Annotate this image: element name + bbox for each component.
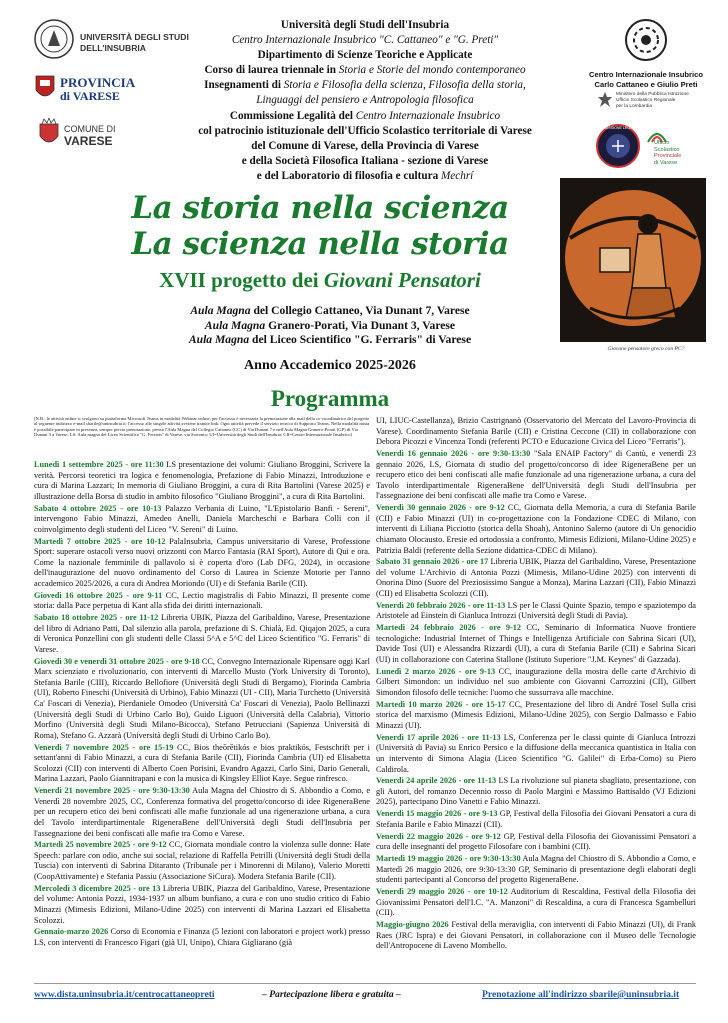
header-corso: Corso di laurea triennale in Storia e Storie del mondo contemporaneo [204, 64, 526, 77]
centro-name: Centro Internazionale Insubrico Carlo Cattaneo e Giulio Preti [589, 70, 703, 89]
event-item: Venerdì 15 maggio 2026 - ore 9-13 GP, Festival della Filosofia dei Giovani Pensatori a cura di Stefania Barile e Fabio Minazzi (CII). [376, 809, 697, 829]
title-line-2: La scienza nella storia [131, 226, 509, 262]
ministero-logo [598, 92, 708, 122]
provincia-name: PROVINCIA [60, 75, 136, 90]
venues-block [120, 304, 540, 348]
uninsubria-name: UNIVERSITÀ DEGLI STUDI DELL'INSUBRIA [80, 32, 189, 53]
event-item: Gennaio-marzo 2026 Corso di Economia e Finanza (5 lezioni con laboratori e project work) presso LS, con interventi di Francesco Figari (già UI, Unipo), Chiara Gigliarano (già [34, 927, 370, 947]
footer-booking-email[interactable]: Prenotazione all'indirizzo sbarile@uninsubria.it [482, 989, 680, 1000]
header-laboratorio: e del Laboratorio di filosofia e cultura Mechrí [256, 169, 474, 182]
provincia-logo [34, 74, 154, 106]
ufficio-line4: di Varese [654, 159, 678, 166]
header-linguaggi: Linguaggi del pensiero e Antropologia filosofica [256, 94, 474, 107]
event-item: Venerdì 20 febbraio 2026 - ore 11-13 LS per le Classi Quinte Spazio, tempo e spaziotempo da Aristotele ad Einstein di Gianluca Introzzi (Università degli Studi di Pavia). [376, 600, 696, 621]
comune-city: VARESE [64, 134, 113, 148]
event-item: Sabato 31 gennaio 2026 - ore 17 Libreria UBIK, Piazza del Garibaldino, Varese, Presentazione del volume L'Archivio di Antonia Pozzi (Mimesis, Milano-Udine 2025) con interventi di Onorina Dino (Suore del Preziosissimo Sangue a Monza), Marina Lazzari (CII), Fabio Minazzi (CII) ed Elisabetta Scolozzi (CII). [376, 557, 696, 599]
header-patrocinio: col patrocinio istituzionale dell'Ufficio Scolastico territoriale di Varese [198, 124, 532, 137]
ministero-line2: Ufficio Scolastico Regionale [616, 98, 676, 103]
event-item: Sabato 4 ottobre 2025 - ore 10-13 Palazzo Verbania di Luino, "L'Epistolario Banfi - Sereni", intervengono Fabio Minazzi, Amedeo Anelli, Daniela Marcheschi e Barbara Colli con il coinvolgimento degli studenti del Liceo "V. Sereni" di Luino. [34, 503, 370, 534]
events-right-column [376, 416, 696, 953]
header-insegnamenti: Insegnamenti di Storia e Filosofia della scienza, Filosofia della storia, [204, 79, 526, 92]
comune-logo [34, 118, 154, 152]
subtitle: XVII progetto dei Giovani Pensatori [159, 268, 481, 292]
ufficio-line3: Provinciale [654, 153, 682, 160]
event-item: Martedì 25 novembre 2025 - ore 9-12 CC, Giornata mondiale contro la violenza sulle donne: Hate Speech: parlare con odio, anche sui social, relazione di Raffella Petrilli (Università degli Studi della Tuscia) con interventi di Sabrina Ditaranto (Tribunale per i Minorenni di Milano), Valerio Moretti (CoopAttivamente) e Stefania Passiu (Associazione SiCura). Modera Stefania Barile (CII). [34, 840, 370, 882]
comune-crest-icon [38, 118, 60, 148]
event-item: Venerdì 29 maggio 2026 - ore 10-12 Auditorium di Rescaldina, Festival della Filosofia dei Giovanissimi Pensatori dell'I.C. "A. Manzoni" di Rescaldina, a cura di Francesca Sgambelluri (CII). [376, 886, 696, 918]
legalita-text: COMMISSIONE LEGALITÀ [595, 126, 641, 130]
event-item: Lunedì 1 settembre 2025 - ore 11:30 LS presentazione dei volumi: Giuliano Broggini, Scrivere la verità. Percorsi teoretici tra logica e fenomenologia, Prefazione di Fabio Minazzi, Introduzione e cura di Marina Lazzari; In memoria di Giuliano Broggini, a cura di Rita Bartolini (Varese 2025) e illustrazione della Borsa di studio in ambito filosofico "Giuliano Broggini", a cura di Rita Bartolini. [34, 460, 370, 501]
ufficio-line1: Ufficio [654, 140, 670, 146]
venue-item: Aula Magna Granero-Porati, Via Dunant 3, Varese [204, 318, 456, 332]
header-dipartimento: Dipartimento di Scienze Teoriche e Applicate [257, 49, 473, 62]
ministero-line1: Ministero della Pubblica Istruzione [616, 92, 689, 97]
event-item: UI, LIUC-Castellanza), Brizio Castrignanò (Osservatorio del Mercato del Lavoro-Provincia di Varese). Coordinamento Stefania Barile (CII) e Cristina Ceccone (CII) in collaborazione con Debora Picozzi e Vincenza Tondi (referenti PCTO e Educazione Civica del Liceo "Ferraris"). [376, 416, 696, 447]
venue-item: Aula Magna del Liceo Scientifico "G. Ferraris" di Varese [188, 333, 472, 346]
footer-participation: – Partecipazione libera e gratuita – [262, 989, 401, 1000]
event-item: Sabato 18 ottobre 2025 - ore 11-12 Libreria UBIK, Piazza del Garibaldino, Varese, Presentazione del libro di Adriano Patti, Dal silenzio alla parola, prefazione di S. Chialà, Ed. Qiqajon 2025, a cura di Veronica Ponzellini con gli studenti delle Classi 5^A e 5^C del Liceo Scientifico "G. Ferraris" di Varese. [34, 613, 370, 654]
event-item: Venerdì 16 gennaio 2026 - ore 9:30-13:30 "Sala ENAIP Factory" di Cantù, e venerdì 23 gennaio 2026, LS, Giornata di studio del progetto/concorso di idee RigeneraBene per un recupero etico dei beni confiscati alle mafie funzionale ad una rigenerazione urbana, a cura del Tavolo interdipartimentale RigeneraBene dell'Università degli Studi dell'Insubria per l'assegnazione dei beni confiscati alle mafie tra Como e Varese. [376, 448, 696, 501]
event-item: Giovedì 16 ottobre 2025 - ore 9-11 CC, Lectio magistralis di Fabio Minazzi, Il presente come storia: dalla Pace perpetua di Kant alla sfida dei diritti internazionali. [34, 590, 370, 611]
booking-note: [N.B.: le attività online si svolgono su piattaforma Microsoft Teams in modalità Webinar online; per l'accesso è necessaria la prenotazione alla mail della co-coordinatrice del progetto al seguente indirizzo e-mail sbarile@uninsubria.it; l'accesso alle singole attività avviene tramite link. Ogni attività prevede il servizio tecnico di Supporto Teams. Nella modalità mista è possibile partecipare in presenza, sempre previa prenotazione, presso l'Aula Magna del Collegio Cattaneo (CC) di Via Dunant 7 e nell'Aula Magna Granero-Porati (GP) di Via Dunant 3 a Varese; LS: Aula magna del Liceo Scientifico "G. Ferraris" di Varese, via Sorrento; UI=Università degli Studi dell'Insubria; CII=Centro Internazionale Insubrico] [34, 416, 370, 438]
ministero-star-icon [598, 92, 612, 108]
event-item: Venerdì 21 novembre 2025 - ore 9:30-13:30 Aula Magna del Chiostro di S. Abbondio a Como, e Venerdì 28 novembre 2025, CC, Conferenza formativa del progetto/concorso di idee RigeneraBene per un recupero etico dei beni confiscati alle mafie funzionale ad una rigenerazione urbana, a cura del Tavolo interdipartimentale RigeneraBene dell'Università degli Studi dell'Insubria per l'assegnazione dei beni confiscati alle mafie tra Como e Varese. [34, 786, 371, 838]
comune-name: COMUNE DI [64, 124, 116, 134]
event-item: Giovedì 30 e venerdì 31 ottobre 2025 - ore 9-18 CC, Convegno Internazionale Ripensare oggi Karl Marx scienziato e rivoluzionario, con interventi di Marcello Musto (York University di Toronto), Stefania Barile (CIII), Riccardo Bellofiore (Università degli Studi di Bergamo), Fiorinda Cambria (UI), Roberto Fineschi (Università di Urbino), Fabio Minazzi (UI - CII), Maria Turchetto (Università Ca' Foscari di Venezia), Pierdaniele Omodeo (Università Ca' Foscari di Venezia), Paolo Bellinazzi (Università degli Studi di Urbino Carlo Bo), Guido Liguori (Università della Calabria), Vittorio Morfino (Università degli Studi Milano-Bicocca), Stefano Petrucciani (Sapienza Università di Roma), Stefano G. Azzarà (Università degli Studi di Urbino Carlo Bo). [34, 656, 370, 740]
provincia-sub: di VARESE [60, 89, 120, 103]
event-item: Martedì 19 maggio 2026 - ore 9:30-13:30 Aula Magna del Chiostro di S. Abbondio a Como, e Martedì 26 maggio 2026, ore 9:30-13:30 GP, Seminario di presentazione degli elaborati degli studenti partecipanti al Concorso del progetto RigeneraBene. [376, 854, 696, 885]
event-item: Maggio-giugno 2026 Festival della meraviglia, con interventi di Fabio Minazzi (UI), di Frank Raes (JRC Ispra) e dei Giovani Pensatori, in collaborazione con il Museo delle Tecnologie dell'Antropocene di Laveno Mombello. [376, 919, 696, 951]
event-item: Venerdì 24 aprile 2026 - ore 11-13 LS La rivoluzione sul pianeta sbagliato, presentazione, con gli Autori, del romanzo Decennio rosso di Paolo Margini e Massimo Battisaldo (VJ Edizioni 2025), partecipano Dino Vanetti e Fabio Minazzi. [376, 776, 696, 807]
event-item: Mercoledì 3 dicembre 2025 - ore 13 Libreria UBIK, Piazza del Garibaldino, Varese, Presentazione del volume: Antonia Pozzi, 1934-1937 un album bunfiano, a cura e con uno studio critico di Fabio Minazzi (Mimesis Edizioni, Milano-Udine 2025) con interventi di Marina Lazzari ed Elisabetta Scolozzi. [34, 883, 370, 925]
title-line-1: La storia nella scienza [131, 190, 509, 226]
event-item: Lunedì 2 marzo 2026 - ore 9-13 CC, inaugurazione della mostra delle carte d'Archivio di Gilbert Simondon: un individuo nel suo ambiente con Giovanni Carrozzini (CII), Gilbert Simondon filosofo delle tecniche: l'uomo che sussurrava alle macchine. [376, 666, 697, 697]
provincia-crest-icon [34, 74, 56, 102]
uninsubria-seal-icon [34, 18, 74, 60]
venue-item: Aula Magna del Collegio Cattaneo, Via Dunant 7, Varese [190, 304, 470, 317]
image-caption: Giovane pensatore greco con PC? [607, 346, 685, 352]
vase-illustration-icon [560, 178, 706, 342]
header-commissione: Commissione Legalità del Centro Internazionale Insubrico [229, 109, 501, 122]
header-university: Università degli Studi dell'Insubria [280, 19, 450, 31]
header-sfi: e della Società Filosofica Italiana - sezione di Varese [241, 154, 489, 167]
ufficio-line2: Scolastico [654, 146, 680, 153]
legalita-logo [596, 124, 640, 168]
footer-divider [34, 983, 696, 984]
events-left-column [34, 460, 370, 950]
event-item: Venerdì 17 aprile 2026 - ore 11-13 LS, Conferenza per le classi quinte di Gianluca Introzzi (Università di Pavia) su Enrico Persico e la diffusione della meccanica quantistica in Italia con un intervento di Simona Alagia (Liceo Scientifico "G. Galilei" di Erba-Como) su Piero Caldirola. [376, 732, 696, 774]
header-comune: del Comune di Varese, della Provincia di Varese [251, 139, 479, 152]
greek-vase-image [560, 178, 706, 342]
footer-website-link[interactable]: www.dista.uninsubria.it/centrocattaneopreti [34, 989, 215, 1000]
header-centro: Centro Internazionale Insubrico "C. Cattaneo" e "G. Preti" [231, 34, 499, 47]
centro-logo [586, 18, 706, 88]
event-item: Venerdì 30 gennaio 2026 - ore 9-12 CC, Giornata della Memoria, a cura di Stefania Barile (CII) e Fabio Minazzi (UI) in co-progettazione con la Fondazione CDEC di Milano, con interventi di Liliana Picciotto (storica della Shoah), Antonino Salerno (autore di Un genocidio chiamato Olocausto. Eresie ed ortodossia a confronto, Mimesis Edizioni, Milano-Udine 2025) e Patrizia Baldi (referente della Sezione didattica-CDEC di Milano). [376, 503, 696, 555]
ufficio-logo [646, 126, 716, 174]
event-item: Martedì 10 marzo 2026 - ore 15-17 CC, Presentazione del libro di André Tosel Sulla crisi storica del marxismo (Mimesis Edizioni, Milano-Udine 2025), con Sergio Dalmasso e Fabio Minazzi (UI). [376, 699, 697, 730]
ministero-line3: per la Lombardia [616, 104, 652, 109]
event-item: Martedì 7 ottobre 2025 - ore 10-12 PalaInsubria, Campus universitario di Varese, Professione Sport: superare ostacoli verso nuovi orizzonti con Marco Fantasia (RAI Sport), Autore di Qui e ora. Come la nazionale femminile di pallavolo si è coperta d'oro (Lab DFG, 2024), in occasione dell'inaugurazione del nuovo ordinamento del Corso di Laurea in Scienze Motorie per l'anno accademico 2025/2026, a cura di Andrea Moriondo (UI) e di Stefania Barile (CII). [34, 536, 370, 588]
legalita-emblem-icon [596, 124, 640, 168]
centro-emblem-icon [624, 18, 668, 62]
programma-heading: Programma [270, 386, 390, 411]
event-item: Venerdì 7 novembre 2025 - ore 15-19 CC, Bios theōrētikós e bios praktikós, Festschrift per i settant'anni di Fabio Minazzi, a cura di Stefania Barile (CII), Fiorinda Cambria (UI) ed Elisabetta Scolozzi (CII) con interventi di Alberto Coen Porisini, Evandro Agazzi, Carlo Sini, Dario Generali, Marina Lazzari, Paolo Giannitrapani e con la musica di Kingsley Elliot Kaye. Segue rinfresco. [34, 742, 370, 784]
header-block [160, 18, 570, 184]
academic-year: Anno Accademico 2025-2026 [244, 358, 416, 373]
event-item: Venerdì 22 maggio 2026 - ore 9-12 GP, Festival della Filosofia dei Giovanissimi Pensatori a cura delle insegnanti del progetto Filosofare con i bambini (CII). [376, 831, 696, 852]
event-item: Martedì 24 febbraio 2026 - ore 9-12 CC, Seminario di Informatica Nuove frontiere tecnologiche: Industrial Internet of Things e Intelligenza Artificiale con Sabrina Sicari (UI), Davide Tosi (UI) e Alessandra Rizzardi (UI), a cura di Stefania Barile (CII) e Sabrina Sicari (UI) in collaborazione con Caterina Stallone (Istituto Superiore "J.M. Keynes" di Gazzada). [376, 623, 696, 664]
